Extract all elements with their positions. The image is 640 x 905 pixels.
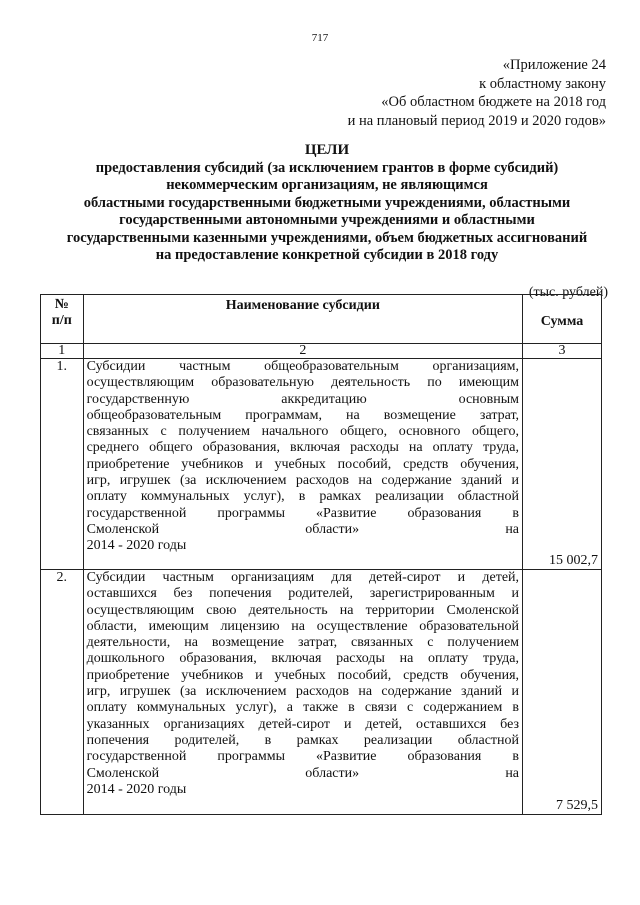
- subsidy-amount: 7 529,5: [523, 570, 602, 815]
- subsidy-name-line: 2014 - 2020 годы: [86, 538, 187, 554]
- subsidy-name-line: деятельности, на возмещение затрат, связанных с получением: [86, 635, 520, 651]
- appendix-line: и на плановый период 2019 и 2020 годов»: [347, 112, 606, 129]
- column-index: 1: [41, 344, 84, 359]
- page-number: 717: [311, 32, 329, 44]
- subsidy-name-line: игр, игрушек (за исключением расходов на содержание зданий и: [86, 473, 520, 489]
- subsidy-name-line: государственной программы «Развитие образования в: [86, 749, 520, 765]
- subsidy-name-line: Субсидии частным организациям для детей-сирот и детей,: [86, 570, 520, 585]
- subsidy-name: [83, 359, 522, 570]
- subsidy-name-line: осуществляющим образовательную деятельность по имеющим: [86, 375, 520, 391]
- column-index: 2: [83, 344, 522, 359]
- subsidy-name-line: среднего общего образования, включая расходы на оплату труда,: [86, 440, 520, 456]
- subsidy-name-line: дошкольного образования, включая расходы на оплату труда,: [86, 651, 520, 667]
- title-line: на предоставление конкретной субсидии в 2018 году: [155, 247, 499, 263]
- subsidy-name-line: указанных организациях детей-сирот и детей, оставшихся без: [86, 716, 520, 732]
- subsidy-name-line: связанных с получением начального общего, основного общего,: [86, 424, 520, 440]
- subsidy-name-line: Субсидии частным общеобразовательным организациям,: [86, 359, 520, 374]
- appendix-line: к областному закону: [479, 75, 606, 92]
- subsidy-name-line: осуществляющим свою деятельность на территории Смоленской: [86, 602, 520, 618]
- row-number: 1.: [41, 359, 84, 570]
- subsidy-name-line: приобретение учебников и учебных пособий, средств обучения,: [86, 667, 520, 683]
- subsidy-name-line: оплату коммунальных услуг), а также в связи с содержанием в: [86, 700, 520, 716]
- header-name: Наименование субсидии: [83, 295, 522, 344]
- appendix-caption: [348, 56, 606, 130]
- document-title: [40, 142, 614, 265]
- subsidies-table: [40, 294, 602, 815]
- title-line: государственными автономными учреждениями и областными: [119, 212, 535, 228]
- subsidy-name-line: игр, игрушек (за исключением расходов на содержание зданий и: [86, 684, 520, 700]
- header-num: № п/п: [41, 295, 84, 344]
- subsidy-name-line: общеобразовательным программам, на возмещение затрат,: [86, 407, 520, 423]
- column-index: 3: [523, 344, 602, 359]
- subsidy-name-line: попечения родителей, в рамках реализации областной: [86, 732, 520, 748]
- subsidy-name-line: приобретение учебников и учебных пособий, средств обучения,: [86, 456, 520, 472]
- table-header-row: [41, 295, 602, 344]
- subsidy-name-line: государственной программы «Развитие образования в: [86, 505, 520, 521]
- appendix-line: «Приложение 24: [502, 57, 606, 73]
- subsidy-name: [83, 570, 522, 815]
- subsidy-name-line: области, имеющим лицензию на осуществление образовательной: [86, 618, 520, 634]
- subsidy-name-line: государственную аккредитацию основным: [86, 391, 520, 407]
- unit-label: (тыс. рублей): [528, 285, 608, 300]
- title-heading: ЦЕЛИ: [304, 142, 350, 158]
- header-sum: Сумма: [523, 295, 602, 344]
- subsidy-name-line: 2014 - 2020 годы: [86, 781, 187, 797]
- row-number: 2.: [41, 570, 84, 815]
- title-line: областными государственными бюджетными учреждениями, областными: [83, 194, 571, 211]
- subsidy-name-line: оплату коммунальных услуг), в рамках реализации областной: [86, 489, 520, 505]
- subsidy-name-line: Смоленской области» на: [86, 521, 520, 537]
- column-index-row: [41, 344, 602, 359]
- table-row: [41, 359, 602, 570]
- subsidy-name-line: Смоленской области» на: [86, 765, 520, 781]
- appendix-line: «Об областном бюджете на 2018 год: [381, 94, 606, 110]
- table-row: [41, 570, 602, 815]
- title-line: государственными казенными учреждениями, объем бюджетных ассигнований: [66, 229, 588, 246]
- title-line: некоммерческим организациям, не являющимся: [166, 177, 488, 193]
- subsidy-name-line: оставшихся без попечения родителей, зарегистрированным и: [86, 586, 520, 602]
- title-line: предоставления субсидий (за исключением грантов в форме субсидий): [95, 159, 559, 176]
- subsidy-amount: 15 002,7: [523, 359, 602, 570]
